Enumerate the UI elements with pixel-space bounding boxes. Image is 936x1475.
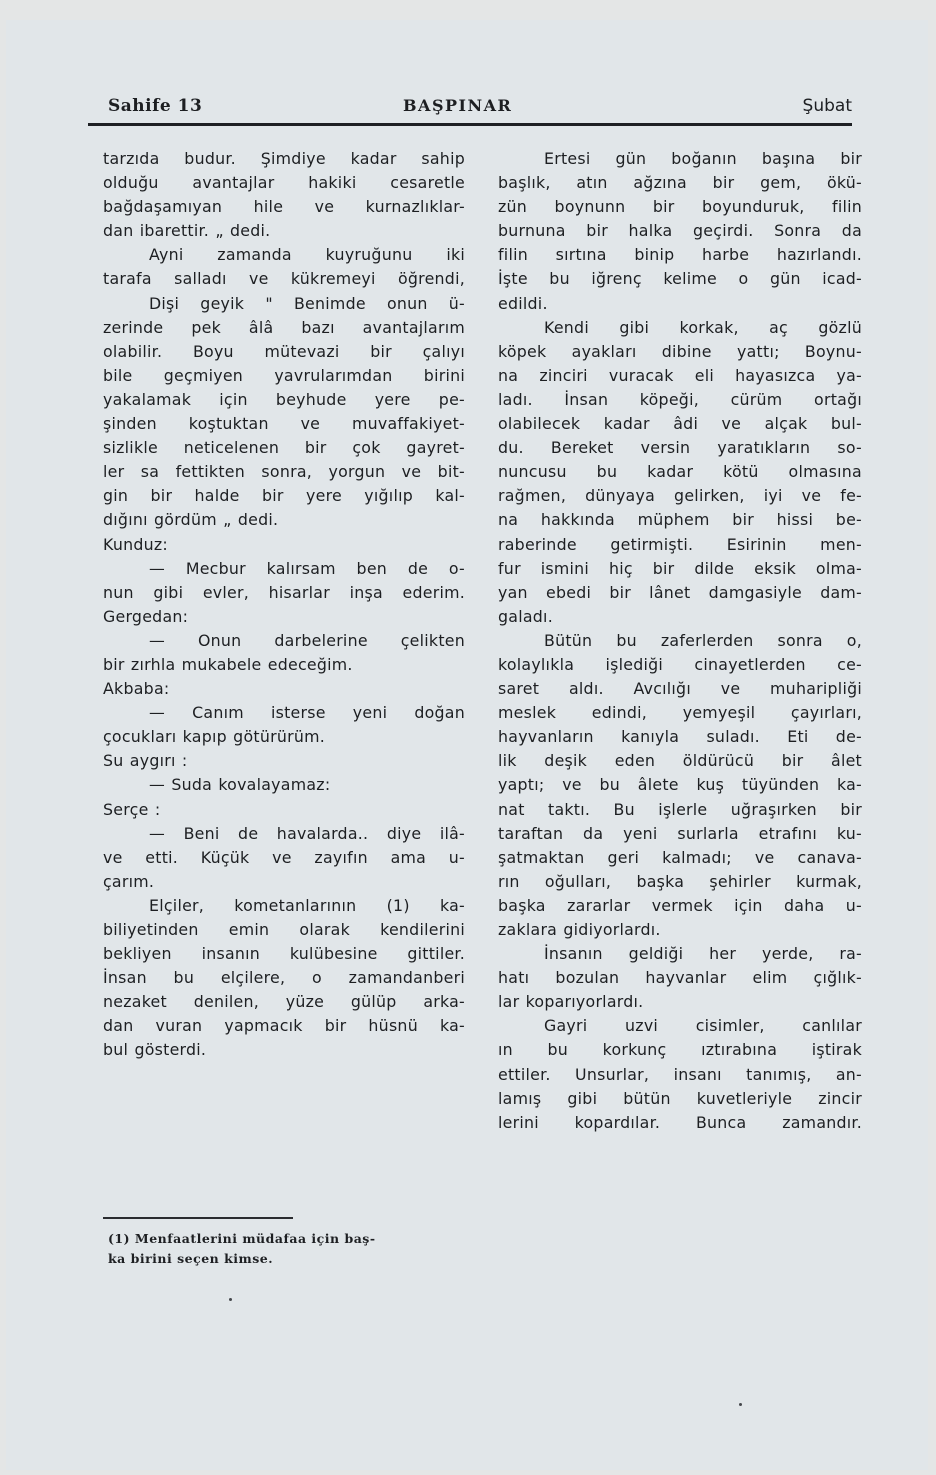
text-line: Gayri uzvi cisimler, canlılar bbox=[544, 1016, 862, 1036]
text-line: bağdaşamıyan hile ve kurnazlıklar- bbox=[103, 197, 465, 217]
text-line: lik deşik eden öldürücü bir âlet bbox=[498, 751, 862, 771]
text-line: dan vuran yapmacık bir hüsnü ka- bbox=[103, 1016, 465, 1036]
text-line: — Beni de havalarda.. diye ilâ- bbox=[149, 823, 465, 843]
text-line: taraftan da yeni surlarla etrafını ku- bbox=[498, 823, 862, 843]
text-line: biliyetinden emin olarak kendilerini bbox=[103, 920, 465, 939]
text-line: tarzıda budur. Şimdiye kadar sahip bbox=[103, 149, 465, 168]
text-line: rın oğulları, başka şehirler kurmak, bbox=[498, 871, 862, 891]
print-speck bbox=[739, 1403, 742, 1406]
text-line: Gergedan: bbox=[103, 606, 189, 626]
text-line: sizlikle neticelenen bir çok gayret- bbox=[103, 438, 465, 458]
text-line: nat taktı. Bu işlerle uğraşırken bir bbox=[498, 799, 862, 819]
footnote-line: (1) Menfaatlerini müdafaa için baş- bbox=[108, 1231, 376, 1246]
text-line: nuncusu bu kadar kötü olmasına bbox=[498, 462, 862, 482]
text-line: şatmaktan geri kalmadı; ve canava- bbox=[498, 847, 862, 867]
text-line: Ayni zamanda kuyruğunu iki bbox=[149, 245, 465, 265]
text-line: şinden koştuktan ve muvaffakiyet- bbox=[103, 414, 465, 434]
text-line: İnsan bu elçilere, o zamandanberi bbox=[103, 968, 465, 988]
text-line: tarafa salladı ve kükremeyi öğrendi, bbox=[103, 269, 465, 289]
text-line: ın bu korkunç ıztırabına iştirak bbox=[498, 1040, 862, 1060]
text-line: hatı bozulan hayvanlar elim çığlık- bbox=[498, 968, 862, 988]
text-line: saret aldı. Avcılığı ve muharipliği bbox=[498, 679, 862, 699]
text-line: çarım. bbox=[103, 871, 155, 891]
text-line: gin bir halde bir yere yığılıp kal- bbox=[103, 486, 465, 506]
text-line: Su aygırı : bbox=[103, 751, 188, 771]
text-line: ve etti. Küçük ve zayıfın ama u- bbox=[103, 847, 465, 867]
text-line: ettiler. Unsurlar, insanı tanımış, an- bbox=[498, 1064, 862, 1084]
text-line: İnsanın geldiği her yerde, ra- bbox=[544, 944, 862, 964]
footnote-rule bbox=[103, 1217, 293, 1219]
text-line: na hakkında müphem bir hissi be- bbox=[498, 510, 862, 530]
text-line: meslek edindi, yemyeşil çayırları, bbox=[498, 703, 862, 723]
text-line: — Onun darbelerine çelikten bbox=[149, 630, 465, 650]
text-line: Bütün bu zaferlerden sonra o, bbox=[544, 630, 862, 650]
text-line: olduğu avantajlar hakiki cesaretle bbox=[103, 173, 465, 193]
text-line: — Mecbur kalırsam ben de o- bbox=[149, 558, 465, 578]
text-line: zerinde pek âlâ bazı avantajlarım bbox=[103, 317, 465, 337]
text-line: olabilir. Boyu mütevazi bir çalıyı bbox=[103, 341, 465, 361]
text-line: lar koparıyorlardı. bbox=[498, 992, 644, 1012]
text-line: nezaket denilen, yüze gülüp arka- bbox=[103, 992, 465, 1012]
text-line: bul gösterdi. bbox=[103, 1040, 207, 1060]
text-line: Kunduz: bbox=[103, 534, 168, 554]
text-line: yan ebedi bir lânet damgasiyle dam- bbox=[498, 582, 862, 602]
header-rule bbox=[88, 123, 852, 126]
text-line: fur ismini hiç bir dilde eksik olma- bbox=[498, 558, 862, 578]
text-line: galadı. bbox=[498, 606, 553, 626]
footnote bbox=[108, 1229, 438, 1269]
left-column bbox=[103, 147, 465, 1063]
text-line: du. Bereket versin yaratıkların so- bbox=[498, 438, 862, 458]
text-line: başlık, atın ağzına bir gem, ökü- bbox=[498, 173, 862, 193]
footnote-line: ka birini seçen kimse. bbox=[108, 1251, 274, 1266]
text-line: zaklara gidiyorlardı. bbox=[498, 920, 661, 939]
text-line: lamış gibi bütün kuvetleriyle zincir bbox=[498, 1088, 862, 1108]
text-line: Elçiler, kometanlarının (1) ka- bbox=[149, 895, 465, 915]
text-line: Akbaba: bbox=[103, 679, 170, 699]
page-header bbox=[108, 96, 852, 120]
text-line: lerini kopardılar. Bunca zamandır. bbox=[498, 1112, 862, 1132]
text-line: bekliyen insanın kulübesine gittiler. bbox=[103, 944, 465, 964]
text-line: Kendi gibi korkak, aç gözlü bbox=[544, 317, 862, 337]
text-line: İşte bu iğrenç kelime o gün icad- bbox=[498, 269, 862, 289]
text-line: yakalamak için beyhude yere pe- bbox=[103, 389, 465, 409]
text-line: olabilecek kadar âdi ve alçak bul- bbox=[498, 414, 862, 434]
text-line: dığını gördüm „ dedi. bbox=[103, 510, 279, 530]
text-line: nun gibi evler, hisarlar inşa ederim. bbox=[103, 582, 465, 602]
text-line: Dişi geyik " Benimde onun ü- bbox=[149, 293, 465, 313]
text-line: çocukları kapıp götürürüm. bbox=[103, 727, 326, 747]
text-line: Serçe : bbox=[103, 799, 161, 819]
text-line: köpek ayakları dibine yattı; Boynu- bbox=[498, 341, 862, 361]
text-line: ler sa fettikten sonra, yorgun ve bit- bbox=[103, 462, 465, 482]
text-line: ladı. İnsan köpeği, cürüm ortağı bbox=[498, 389, 862, 409]
publication-title: BAŞPINAR bbox=[403, 96, 513, 115]
text-line: bir zırhla mukabele edeceğim. bbox=[103, 654, 353, 674]
page-number-label: Sahife 13 bbox=[108, 96, 203, 116]
text-line: Ertesi gün boğanın başına bir bbox=[544, 149, 862, 168]
text-line: — Canım isterse yeni doğan bbox=[149, 703, 465, 723]
text-line: filin sırtına binip harbe hazırlandı. bbox=[498, 245, 862, 265]
text-line: edildi. bbox=[498, 293, 548, 313]
text-line: dan ibarettir. „ dedi. bbox=[103, 221, 271, 241]
right-column bbox=[498, 147, 862, 1135]
text-line: burnuna bir halka geçirdi. Sonra da bbox=[498, 221, 862, 241]
text-line: — Suda kovalayamaz: bbox=[149, 775, 331, 795]
issue-month: Şubat bbox=[802, 96, 852, 116]
text-line: bile geçmiyen yavrularımdan birini bbox=[103, 365, 465, 385]
text-line: raberinde getirmişti. Esirinin men- bbox=[498, 534, 862, 554]
text-line: rağmen, dünyaya gelirken, iyi ve fe- bbox=[498, 486, 862, 506]
print-speck bbox=[229, 1298, 232, 1301]
text-line: başka zararlar vermek için daha u- bbox=[498, 895, 862, 915]
text-line: hayvanların kanıyla suladı. Eti de- bbox=[498, 727, 862, 747]
text-line: zün boynunn bir boyunduruk, filin bbox=[498, 197, 862, 217]
text-line: na zinciri vuracak eli hayasızca ya- bbox=[498, 365, 862, 385]
text-line: kolaylıkla işlediği cinayetlerden ce- bbox=[498, 654, 862, 674]
text-line: yaptı; ve bu âlete kuş tüyünden ka- bbox=[498, 775, 862, 795]
